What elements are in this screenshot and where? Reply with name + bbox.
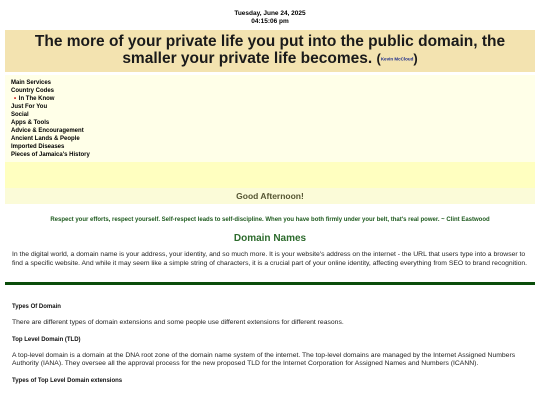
menu-item-just-for-you[interactable]: Just For You bbox=[11, 104, 48, 111]
intro-paragraph: In the digital world, a domain name is your address, your identity, and so much more. It is your website's address on the internet - the URL that users type into a browser to find a specific website. And while it may seem like a simple string of characters, it is a crucial part of your online identity, affecting everything from SEO to brand recognition. bbox=[12, 251, 528, 267]
menu-item-main-services[interactable]: Main Services bbox=[11, 80, 52, 87]
section-divider bbox=[5, 282, 535, 285]
bullet-icon: • bbox=[14, 96, 17, 103]
menu-item-ancient-lands[interactable]: Ancient Lands & People bbox=[11, 135, 80, 142]
current-date: Tuesday, June 24, 2025 bbox=[234, 10, 306, 17]
tld-paragraph: A top-level domain is a domain at the DNA root zone of the domain name system of the internet. The top-level domains are managed by the Internet Assigned Numbers Authority (IANA). They oversee all the approval process for the new proposed TLD for the Internet Corporation for Assigned Names and Numbers (ICANN). bbox=[12, 352, 516, 368]
menu-item-country-codes[interactable]: Country Codes bbox=[11, 88, 55, 95]
extensions-heading: Types of Top Level Domain extensions bbox=[12, 378, 123, 385]
menu-item-advice[interactable]: Advice & Encouragement bbox=[11, 127, 84, 134]
menu-item-jamaica-history[interactable]: Pieces of Jamaica's History bbox=[11, 151, 90, 158]
date-time bbox=[0, 0, 540, 26]
menu-item-social[interactable]: Social bbox=[11, 112, 29, 119]
tld-heading: Top Level Domain (TLD) bbox=[12, 337, 81, 344]
menu-item-in-the-know[interactable]: • In The Know bbox=[14, 96, 55, 103]
banner-quote: The more of your private life you put into the public domain, the smaller your private life becomes. bbox=[34, 33, 506, 67]
page-title: Domain Names bbox=[233, 233, 307, 245]
menu-item-apps-tools[interactable]: Apps & Tools bbox=[11, 119, 50, 126]
types-paragraph: There are different types of domain extensions and some people use different extensions for different reasons. bbox=[12, 318, 344, 326]
main-menu bbox=[5, 75, 535, 162]
quote-banner: The more of your private life you put into the public domain, the smaller your private life becomes. (Kevin McCloud) bbox=[5, 30, 535, 72]
current-time: 04:15:06 pm bbox=[251, 18, 289, 25]
types-heading: Types Of Domain bbox=[12, 303, 61, 310]
greeting: Good Afternoon! bbox=[5, 188, 535, 204]
daily-quote: Respect your efforts, respect yourself. Self-respect leads to self-discipline. When you have both firmly under your belt, that's real power. ~ Clint Eastwood bbox=[50, 217, 490, 224]
yellow-band bbox=[5, 162, 535, 188]
banner-author: Kevin McCloud bbox=[380, 56, 414, 62]
menu-item-imported-diseases[interactable]: Imported Diseases bbox=[11, 143, 65, 150]
